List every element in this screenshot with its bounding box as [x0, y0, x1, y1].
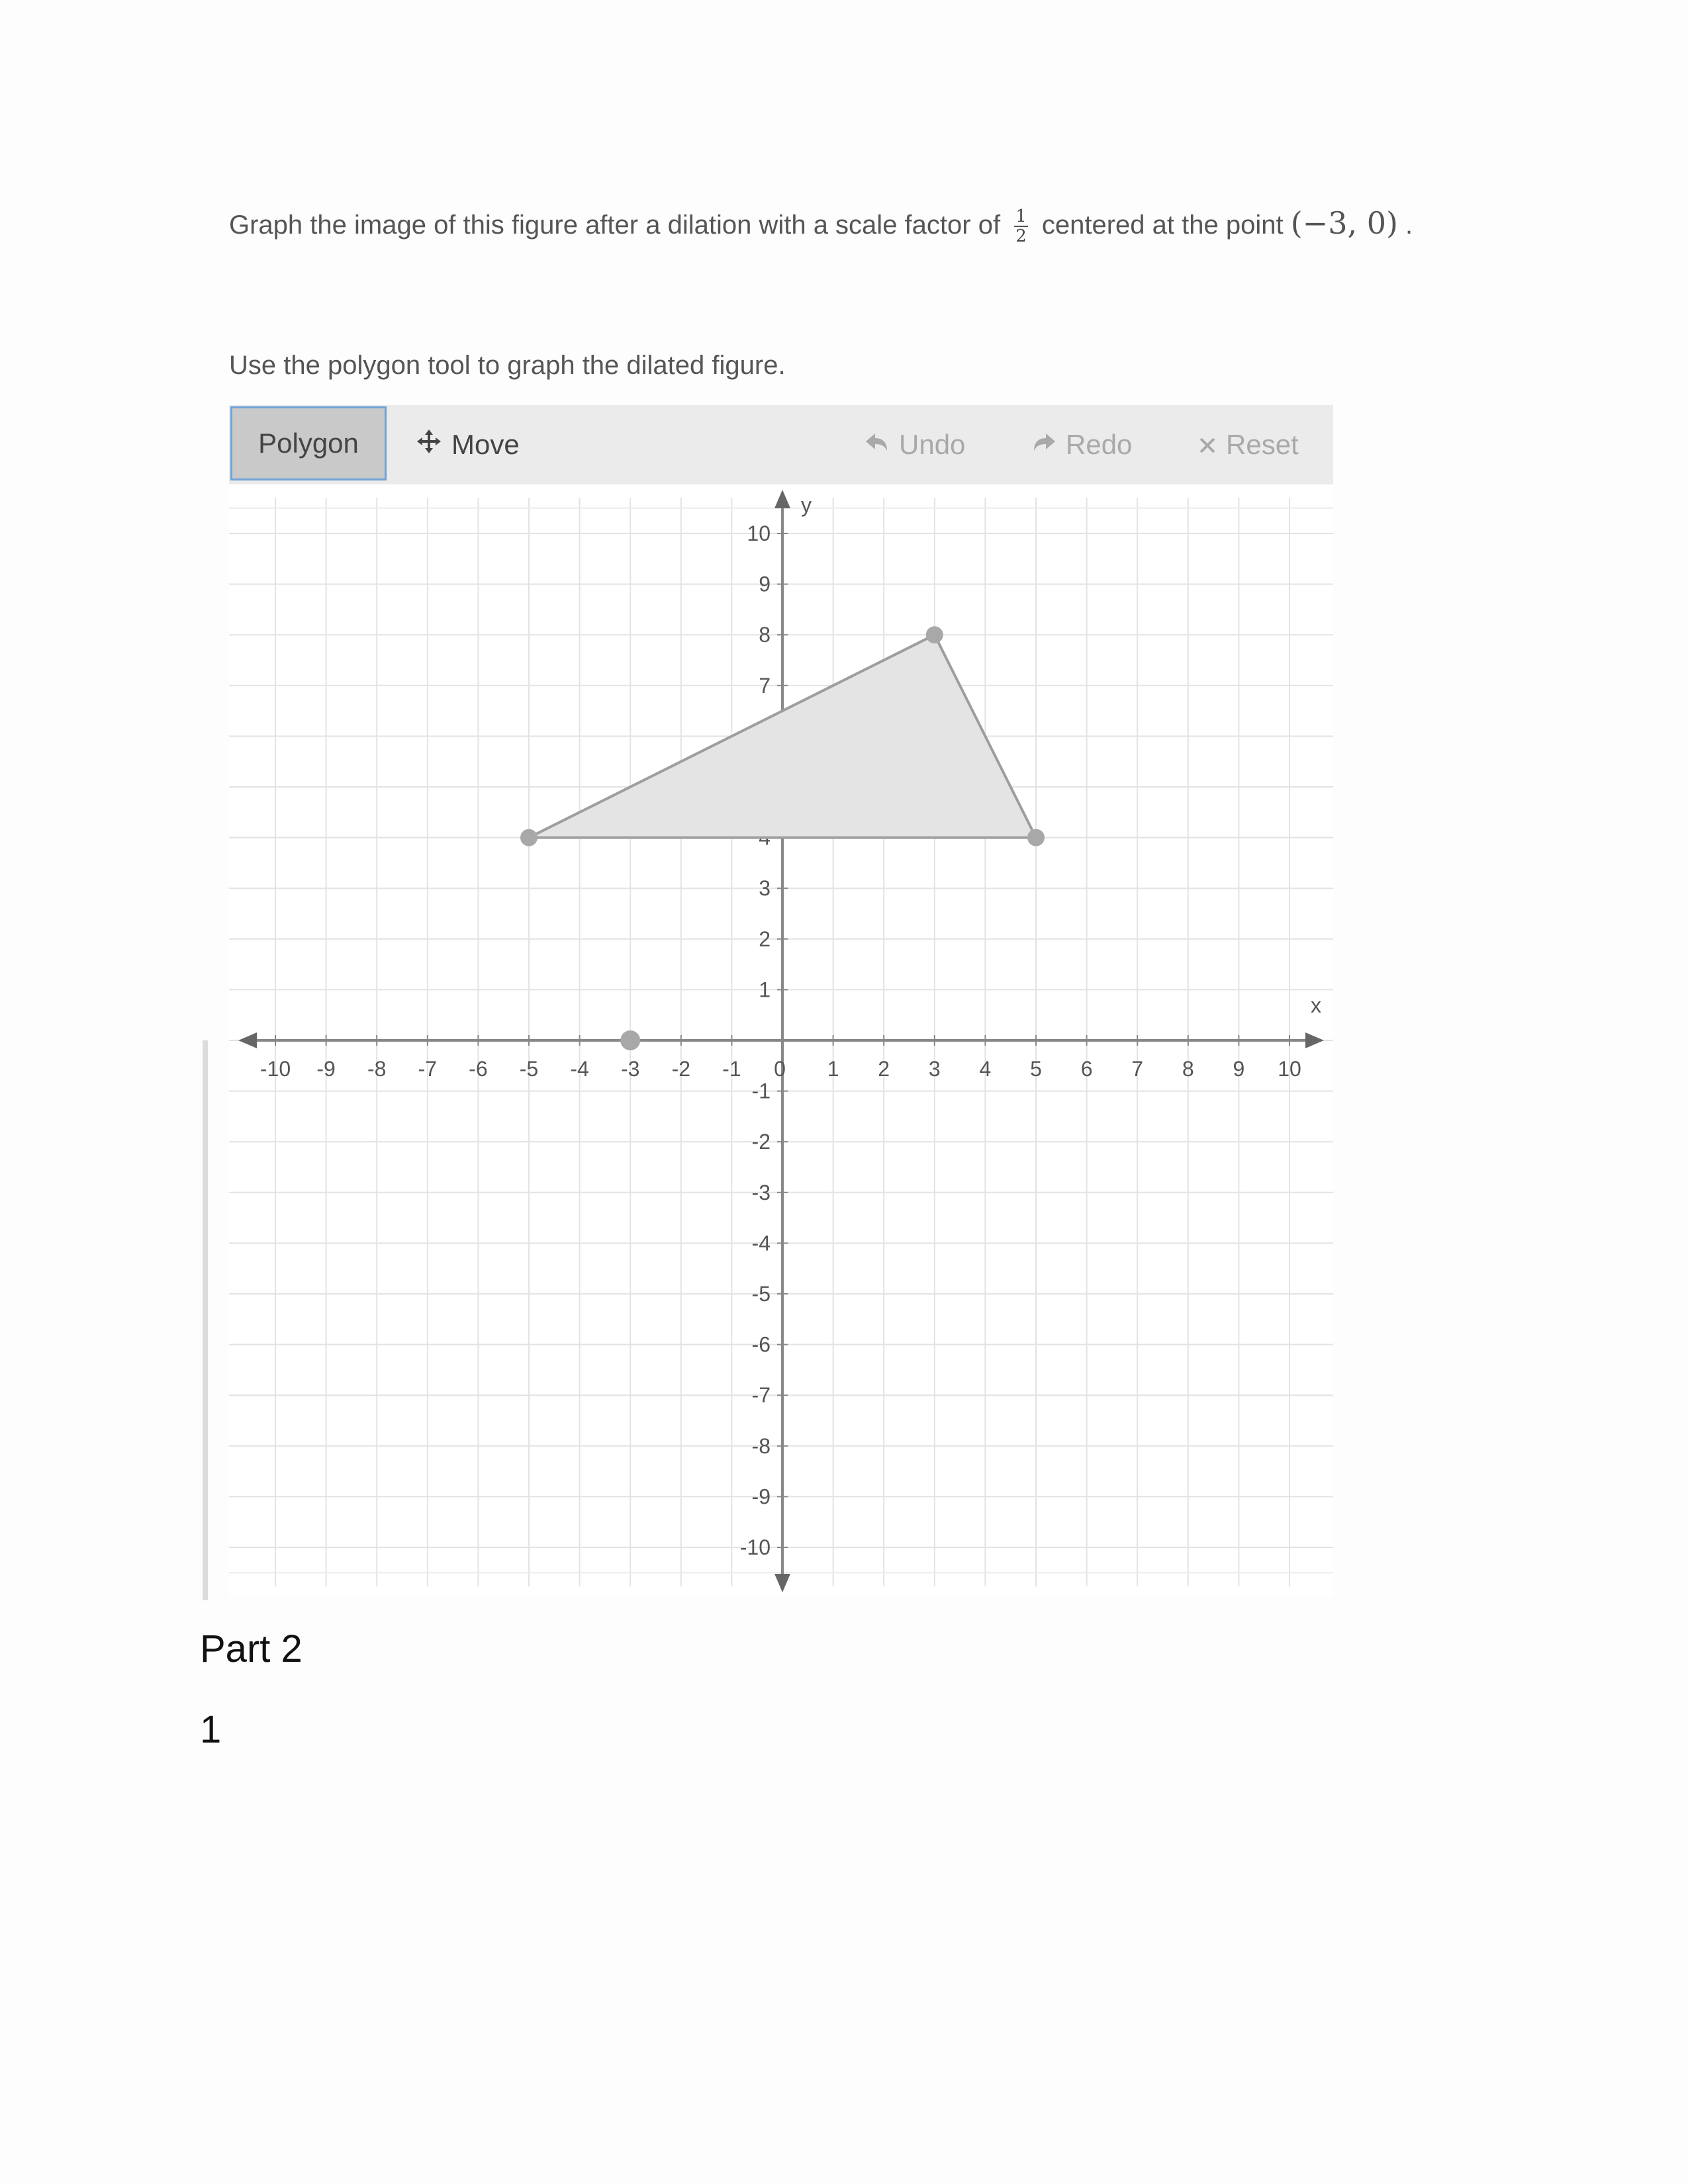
x-tick-label: 10	[1278, 1057, 1301, 1081]
left-margin-bar	[203, 1040, 208, 1600]
y-tick-label: -8	[751, 1433, 771, 1458]
y-tick-label: -4	[751, 1231, 771, 1255]
coordinate-grid[interactable]	[229, 484, 1333, 1596]
x-tick-label: 8	[1182, 1057, 1194, 1081]
x-tick-label: -1	[722, 1057, 741, 1081]
y-tick-label: 10	[747, 522, 771, 545]
fraction-denominator: 2	[1015, 226, 1027, 247]
undo-arrow-icon	[865, 429, 890, 461]
redo-arrow-icon	[1031, 429, 1056, 461]
scale-factor-fraction	[1014, 207, 1028, 246]
triangle-vertex	[1027, 829, 1045, 846]
x-tick-label: -2	[671, 1057, 691, 1081]
instruction-text: Use the polygon tool to graph the dilated figure.	[229, 351, 786, 380]
x-tick-label: -6	[469, 1057, 488, 1081]
reset-button[interactable]	[1198, 405, 1299, 484]
graph-toolbar	[229, 405, 1333, 484]
move-label: Move	[451, 429, 520, 460]
x-tick-label: 3	[928, 1057, 941, 1081]
x-tick-label: -5	[519, 1057, 539, 1081]
move-tool-button[interactable]	[416, 405, 520, 484]
polygon-label: Polygon	[258, 428, 359, 459]
x-tick-label: 6	[1080, 1057, 1093, 1081]
prompt-text: Graph the image of this figure after a dilation with a scale factor of	[229, 210, 1001, 240]
x-tick-label: -7	[418, 1057, 438, 1081]
y-tick-label: -5	[751, 1282, 771, 1306]
y-tick-label: 7	[759, 673, 771, 698]
center-point: (−3, 0)	[1290, 205, 1398, 241]
part-label: Part 2	[200, 1627, 303, 1670]
reset-label: Reset	[1226, 429, 1299, 460]
x-tick-label: 2	[878, 1057, 890, 1081]
y-tick-label: 2	[759, 927, 771, 951]
item-number: 1	[200, 1708, 222, 1751]
y-tick-label: -1	[751, 1079, 771, 1103]
y-tick-label: -7	[751, 1383, 771, 1408]
undo-button[interactable]	[865, 405, 965, 484]
prompt-text-middle: centered at the point	[1041, 210, 1284, 240]
triangle-vertex	[520, 829, 538, 846]
triangle-vertex	[926, 626, 943, 643]
redo-label: Redo	[1066, 429, 1133, 460]
x-tick-label: -10	[259, 1057, 291, 1081]
polygon-tool-button[interactable]	[230, 406, 387, 480]
y-axis-label: y	[801, 493, 812, 517]
y-tick-label: -6	[751, 1332, 771, 1357]
y-tick-label: 8	[759, 623, 771, 647]
x-tick-label: 4	[979, 1057, 992, 1081]
fraction-numerator: 1	[1015, 206, 1027, 227]
x-tick-label: -9	[316, 1057, 336, 1081]
undo-label: Undo	[899, 429, 966, 460]
x-icon	[1198, 429, 1217, 461]
prompt-text-end: .	[1405, 210, 1413, 240]
question-prompt	[229, 205, 1413, 246]
x-axis-label: x	[1311, 993, 1321, 1017]
y-tick-label: 3	[759, 876, 771, 901]
y-tick-label: -10	[739, 1535, 771, 1559]
dilation-center-point	[620, 1030, 640, 1050]
x-tick-label: 1	[827, 1057, 839, 1081]
x-tick-label: -3	[620, 1057, 640, 1081]
x-tick-label: 9	[1233, 1057, 1245, 1081]
y-tick-label: -3	[751, 1180, 771, 1205]
x-tick-label: -4	[570, 1057, 589, 1081]
x-tick-label: 0	[774, 1057, 786, 1081]
y-tick-label: 1	[759, 978, 771, 1002]
y-tick-label: 9	[759, 572, 771, 596]
y-tick-label: -9	[751, 1484, 771, 1509]
x-tick-label: -8	[367, 1057, 387, 1081]
x-tick-label: 7	[1131, 1057, 1144, 1081]
x-tick-label: 5	[1030, 1057, 1042, 1081]
redo-button[interactable]	[1031, 405, 1132, 484]
y-tick-label: -2	[751, 1130, 771, 1154]
move-arrows-icon	[416, 428, 442, 461]
